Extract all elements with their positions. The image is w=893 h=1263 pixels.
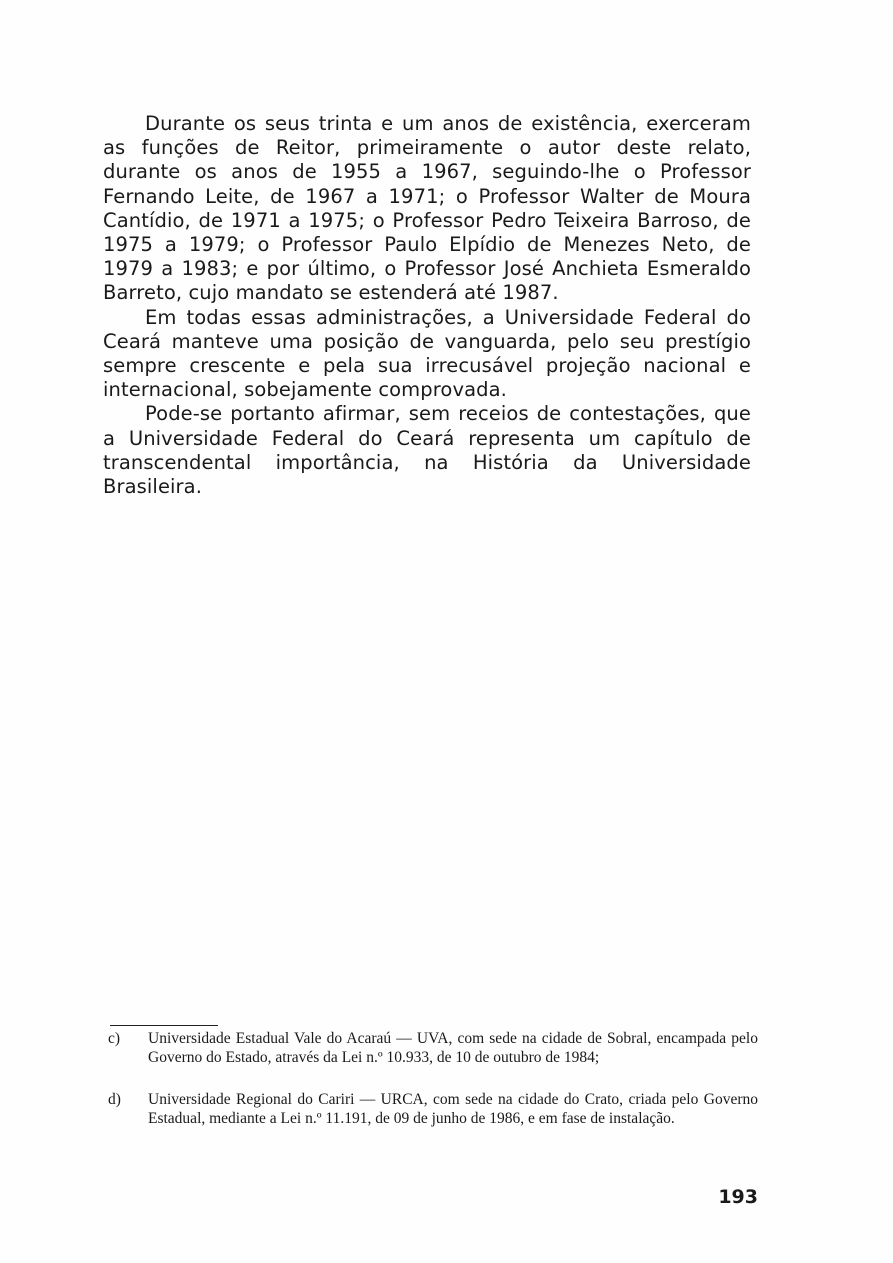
paragraph-conclusion: Pode-se portanto afirmar, sem receios de contestações, que a Universidade Federal do Ceará representa um capítulo de transcendental importância, na História da Universidade Brasileira.	[103, 402, 751, 499]
footnote-text: Universidade Regional do Cariri — URCA, com sede na cidade do Crato, criada pelo Governo Estadual, mediante a Lei n.º 11.191, de 09 de junho de 1986, e em fase de instalação.	[148, 1091, 758, 1127]
footnote-c	[108, 1030, 758, 1067]
footnote-d	[108, 1091, 758, 1128]
paragraph-rectors: Durante os seus trinta e um anos de existência, exerceram as funções de Reitor, primeiramente o autor deste relato, durante os anos de 1955 a 1967, seguindo-lhe o Professor Fernando Leite, de 1967 a 1971; o Professor Walter de Moura Cantídio, de 1971 a 1975; o Professor Pedro Teixeira Barroso, de 1975 a 1979; o Professor Paulo Elpídio de Menezes Neto, de 1979 a 1983; e por último, o Professor José Anchieta Esmeraldo Barreto, cujo mandato se estenderá até 1987.	[103, 112, 751, 305]
footnotes	[108, 1030, 758, 1152]
page-number: 193	[718, 1186, 758, 1208]
paragraph-administrations: Em todas essas administrações, a Universidade Federal do Ceará manteve uma posição de vanguarda, pelo seu prestígio sempre crescente e pela sua irrecusável projeção nacional e internacional, sobejamente comprovada.	[103, 305, 751, 402]
footnote-divider	[110, 1025, 218, 1026]
footnote-text: Universidade Estadual Vale do Acaraú — UVA, com sede na cidade de Sobral, encampada pelo Governo do Estado, através da Lei n.º 10.933, de 10 de outubro de 1984;	[148, 1030, 758, 1066]
footnote-label: d)	[108, 1091, 121, 1108]
main-text	[103, 112, 751, 499]
footnote-label: c)	[108, 1030, 121, 1047]
